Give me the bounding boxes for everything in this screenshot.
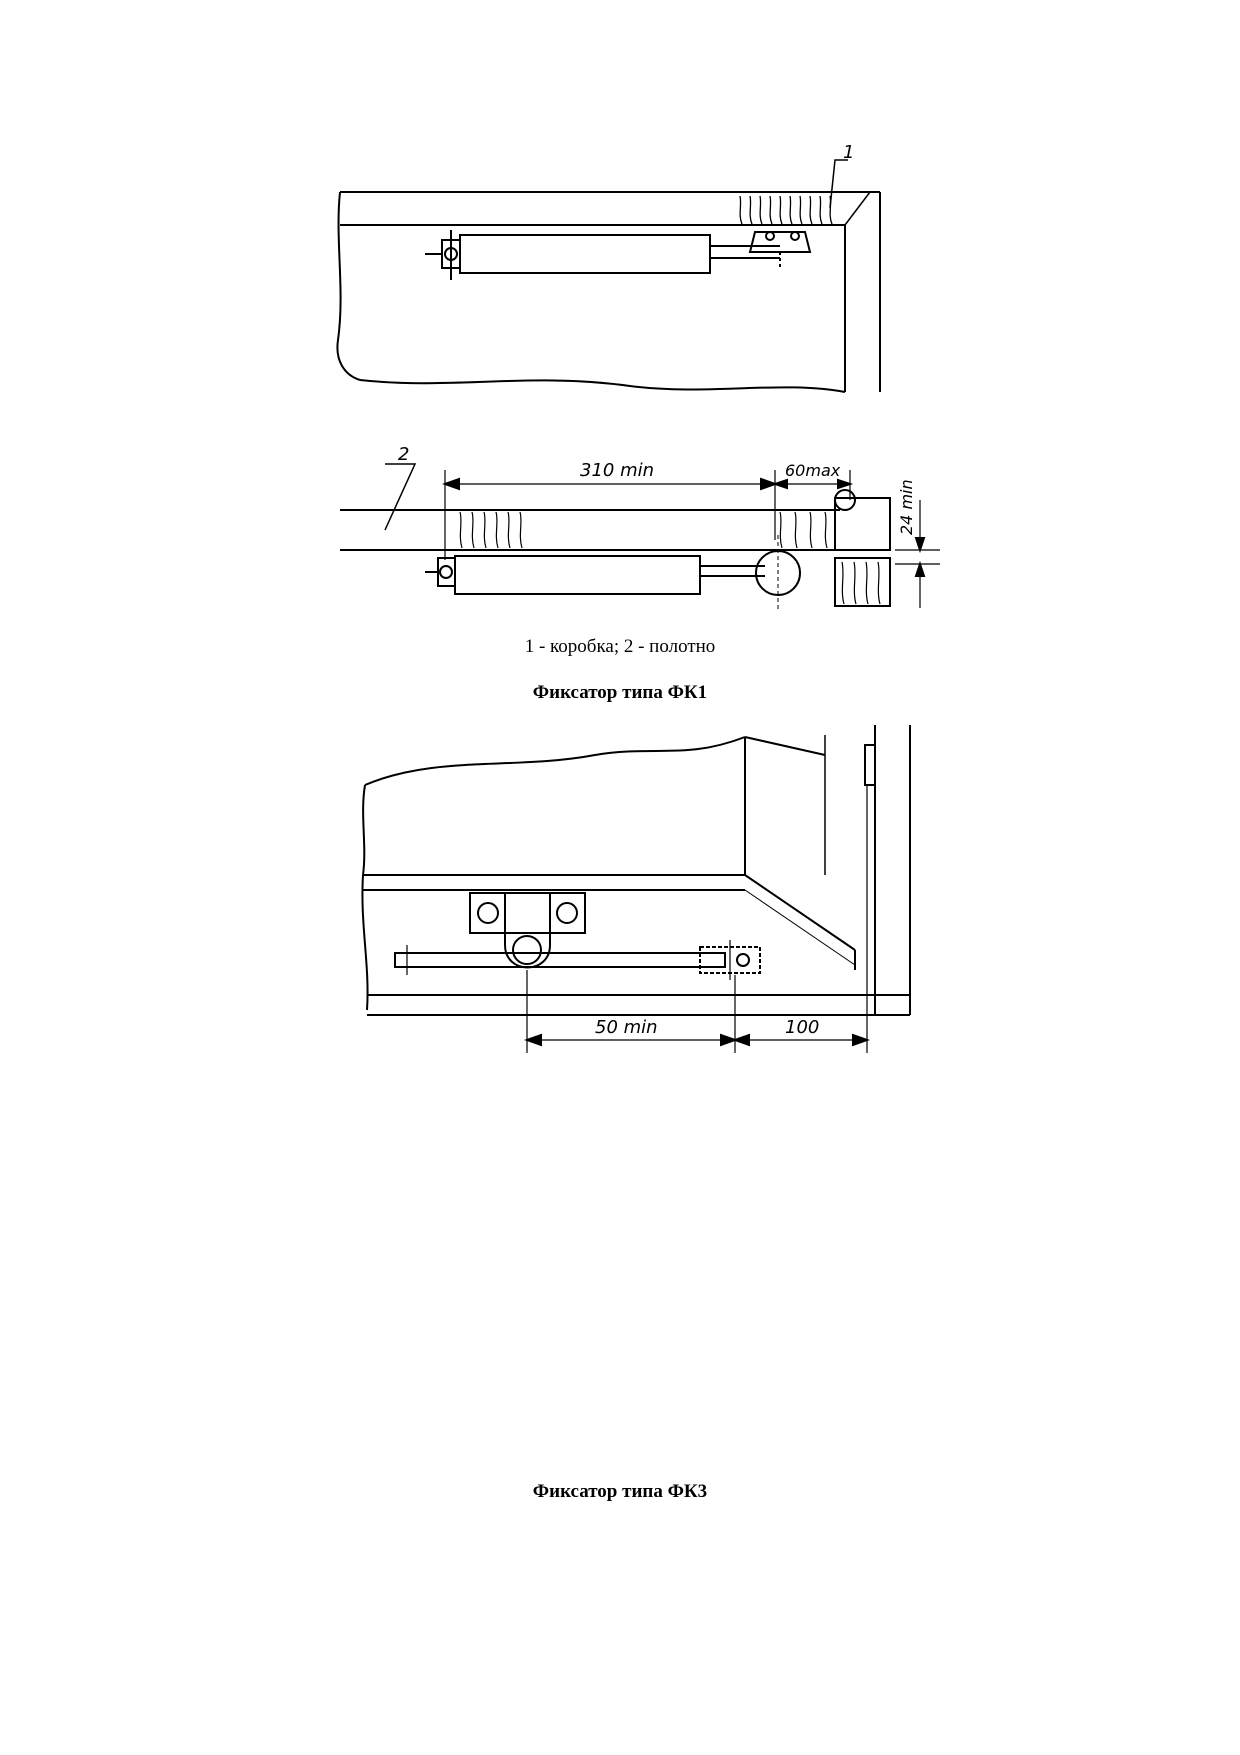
fk3-drawing [355,725,925,1065]
fk3-figure-title: Фиксатор типа ФК3 [532,1481,708,1502]
dimension-60-max: 60max [785,461,841,480]
fk1-top-view-drawing [330,140,910,400]
dimension-24-min: 24 min [897,479,916,535]
dimension-100: 100 [785,1017,820,1038]
fk1-figure-title: Фиксатор типа ФК1 [532,682,708,703]
callout-1: 1 [843,142,855,163]
dimension-310-min: 310 min [580,460,655,481]
fk1-legend-caption: 1 - коробка; 2 - полотно [524,636,716,657]
callout-2: 2 [398,444,410,465]
dimension-50-min: 50 min [595,1017,658,1038]
fk1-side-view-drawing [330,440,950,620]
